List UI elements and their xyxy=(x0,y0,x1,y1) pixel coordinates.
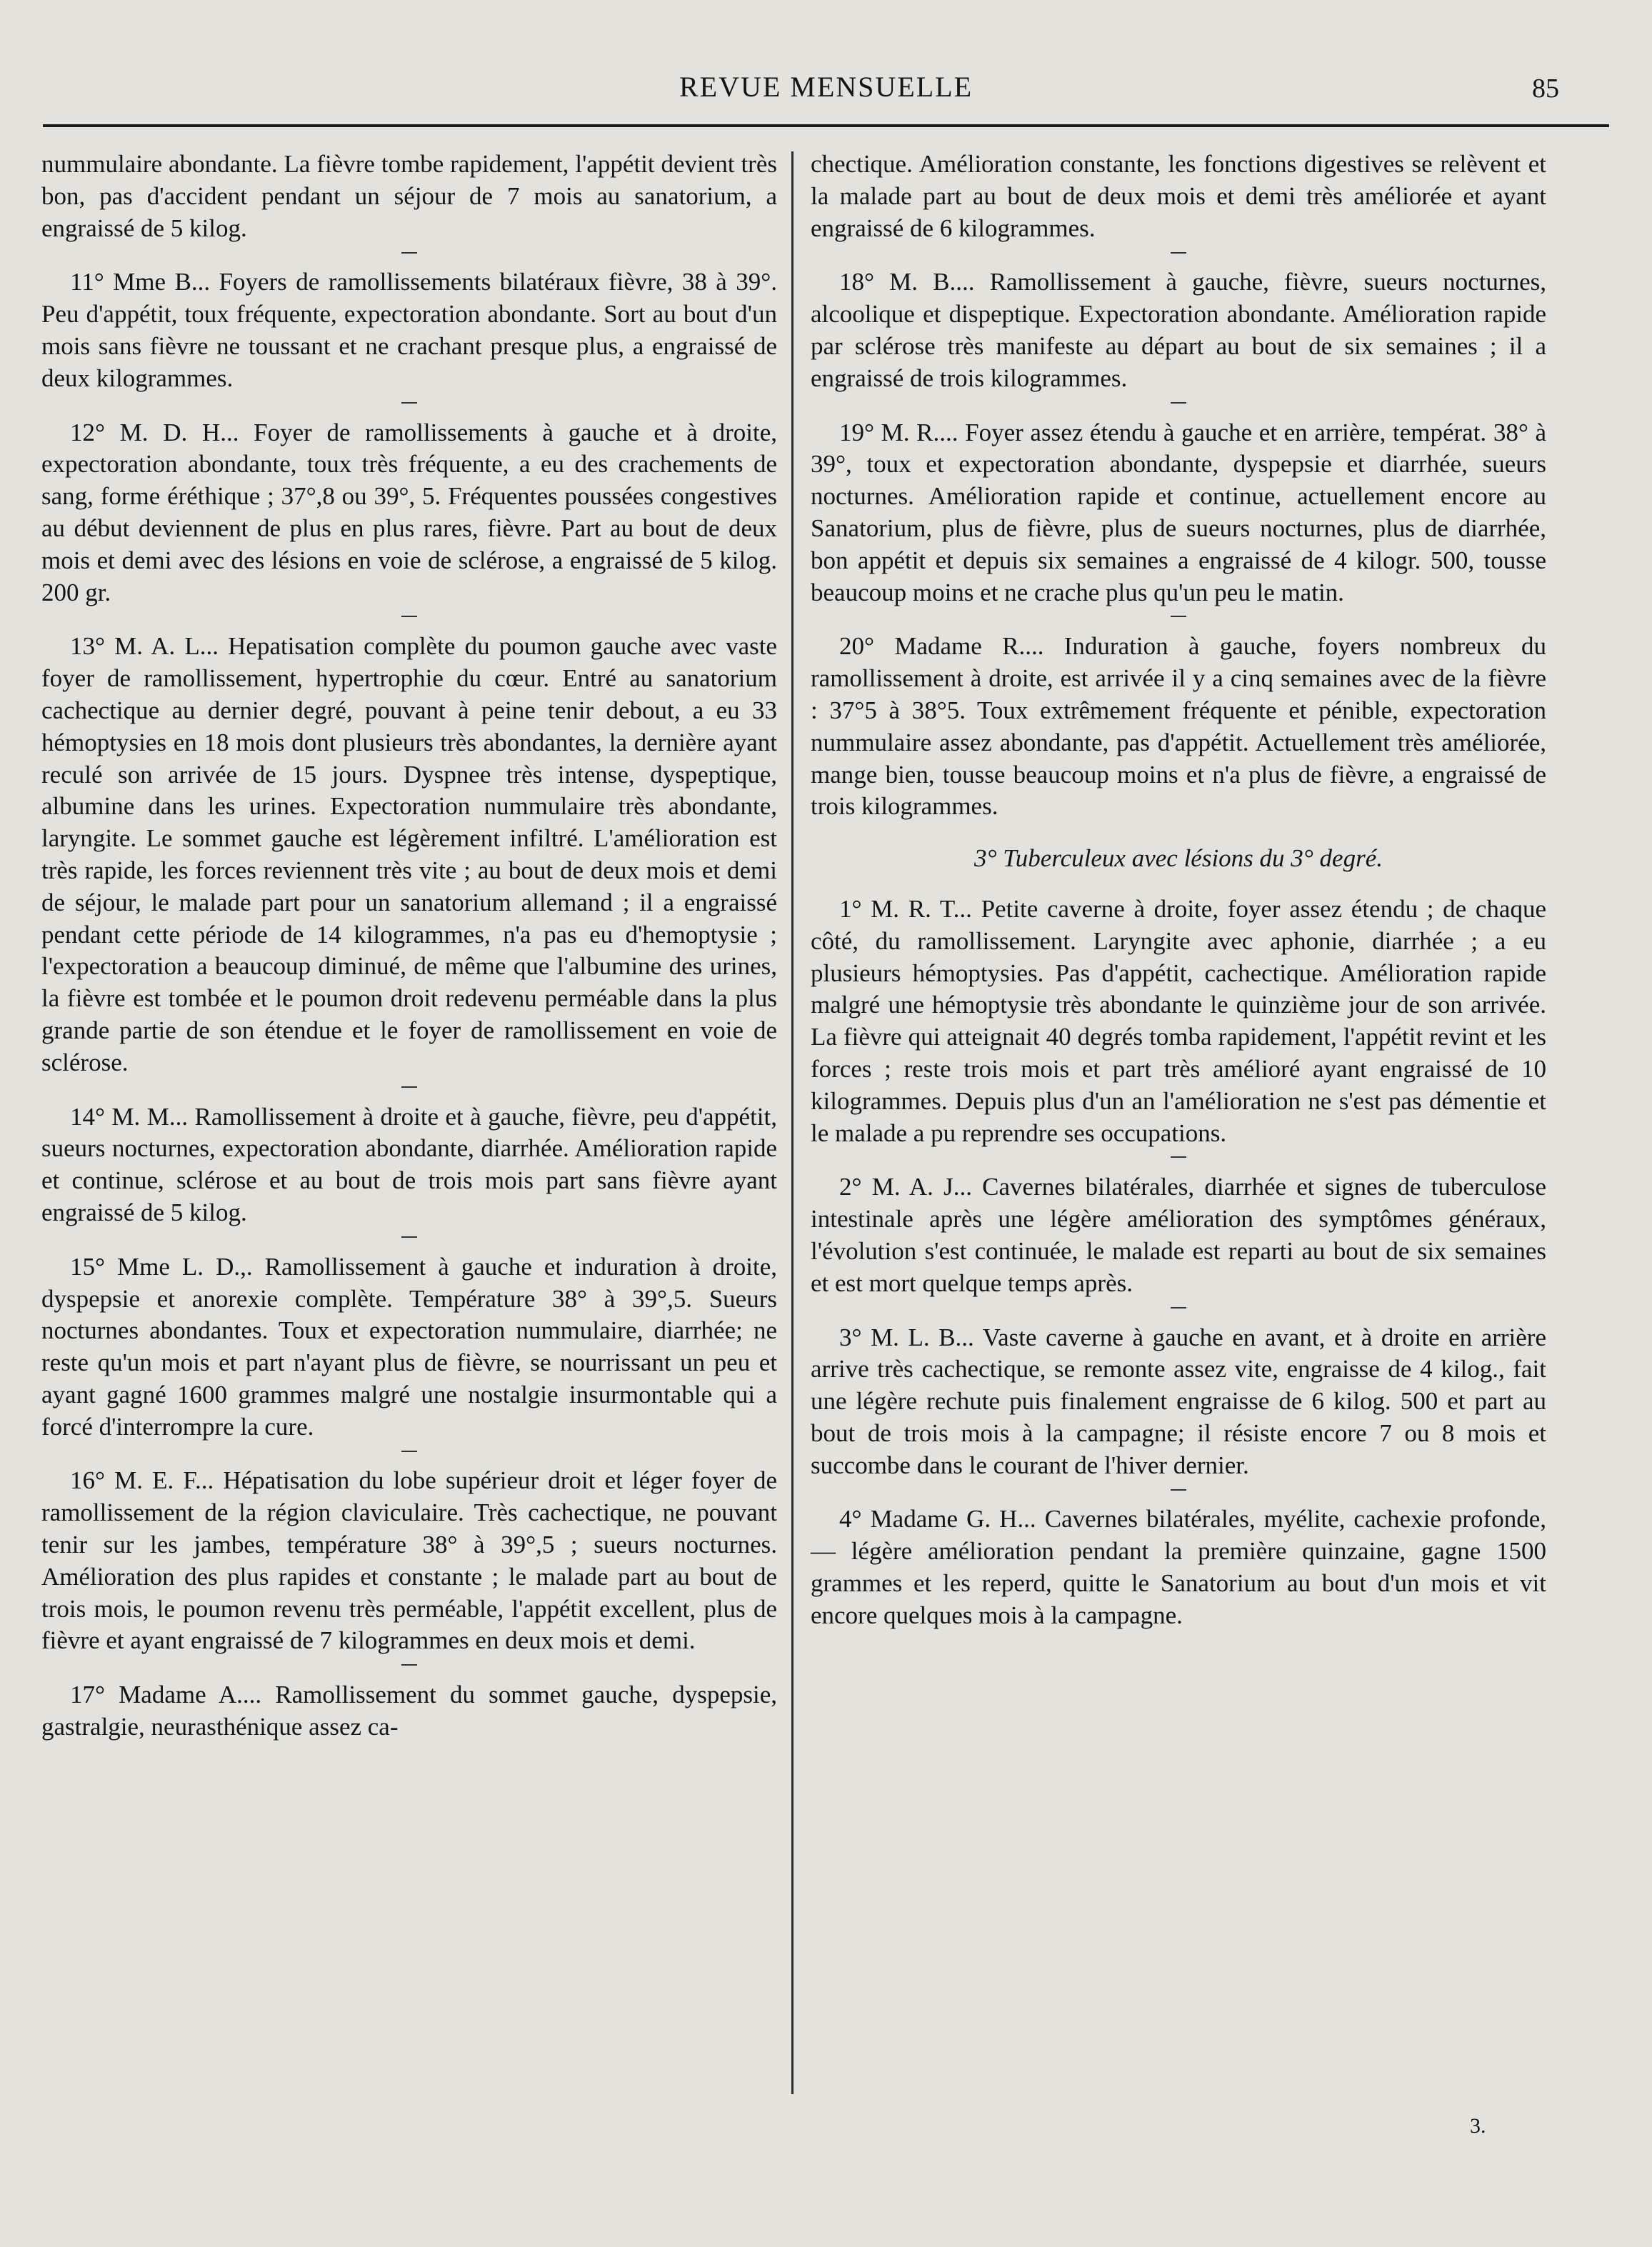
separator-dash xyxy=(811,395,1546,417)
left-column xyxy=(41,149,777,1743)
case-entry: nummulaire abondante. La fièvre tombe rapidement, l'appétit devient très bon, pas d'accident pendant un séjour de 7 mois au sanatorium, a engraissé de 5 kilog. xyxy=(41,150,777,242)
running-title: REVUE MENSUELLE xyxy=(679,71,973,103)
case-entry: 20° Madame R.... Induration à gauche, foyers nombreux du ramollissement à droite, est arrivée il y a cinq semaines avec de la fièvre : 37°5 à 38°5. Toux extrêmement fréquente et pénible, expectoration nummulaire assez abondante, pas d'appétit. Actuellement très améliorée, mange bien, tousse beaucoup moins et n'a plus de fièvre, a engraissé de trois kilogrammes. xyxy=(811,632,1546,821)
signature-mark: 3. xyxy=(1470,2114,1486,2138)
case-entry: 14° M. M... Ramollissement à droite et à gauche, fièvre, peu d'appétit, sueurs nocturnes, expectoration abondante, diarrhée. Amélioration rapide et continue, sclérose et au bout de trois mois part sans fièvre ayant engraissé de 5 kilog. xyxy=(41,1102,777,1226)
case-entry: 16° M. E. F... Hépatisation du lobe supérieur droit et léger foyer de ramollissement de la région claviculaire. Très cachectique, ne pouvant tenir sur les jambes, température 38° à 39°,5 ; sueurs nocturnes. Amélioration des plus rapides et constante ; le malade part au bout de trois mois, le poumon revenu très perméable, l'appétit excellent, plus de fièvre et ayant engraissé de 7 kilogrammes en deux mois et demi. xyxy=(41,1466,777,1655)
case-entry: 3° M. L. B... Vaste caverne à gauche en avant, et à droite en arrière arrive très cachectique, se remonte assez vite, engraisse de 4 kilog., fait une légère rechute puis finalement engraisse de 6 kilog. 500 et part au bout de trois mois à la campagne; il résiste encore 7 ou 8 mois et succombe dans le courant de l'hiver dernier. xyxy=(811,1323,1546,1479)
separator-dash xyxy=(41,1443,777,1465)
case-entry: 11° Mme B... Foyers de ramollissements bilatéraux fièvre, 38 à 39°. Peu d'appétit, toux fréquente, expectoration abondante. Sort au bout d'un mois sans fièvre ne toussant et ne crachant presque plus, a engraissé de deux kilogrammes. xyxy=(41,268,777,392)
case-entry: chectique. Amélioration constante, les fonctions digestives se relèvent et la malade part au bout de deux mois et demi très améliorée et ayant engraissé de 6 kilogrammes. xyxy=(811,150,1546,242)
case-entry: 17° Madame A.... Ramollissement du sommet gauche, dyspepsie, gastralgie, neurasthénique assez ca- xyxy=(41,1681,777,1741)
separator-dash xyxy=(811,244,1546,266)
case-entry: 15° Mme L. D.,. Ramollissement à gauche et induration à droite, dyspepsie et anorexie complète. Température 38° à 39°,5. Sueurs nocturnes abondantes. Toux et expectoration nummulaire, diarrhée; ne reste qu'un mois et part n'ayant plus de fièvre, se nourrissant un peu et ayant gagné 1600 grammes malgré une nostalgie insurmontable qui a forcé d'interrompre la cure. xyxy=(41,1252,777,1441)
separator-dash xyxy=(41,1229,777,1251)
separator-dash xyxy=(41,395,777,417)
separator-dash xyxy=(811,1481,1546,1503)
separator-dash xyxy=(811,609,1546,631)
case-entry: 13° M. A. L... Hepatisation complète du poumon gauche avec vaste foyer de ramollissement, hypertrophie du cœur. Entré au sanatorium cachectique au dernier degré, pouvant à peine tenir debout, a eu 33 hémoptysies en 18 mois dont plusieurs très abondantes, la dernière ayant reculé son arrivée de 15 jours. Dyspnee très intense, dyspeptique, albumine dans les urines. Expectoration nummulaire très abondante, laryngite. Le sommet gauche est légèrement infiltré. L'amélioration est très rapide, les forces reviennent très vite ; au bout de deux mois et demi de séjour, le malade part pour un sanatorium allemand ; il a engraissé pendant cette période de 14 kilogrammes, n'a pas eu d'hemoptysie ; l'expectoration a beaucoup diminué, de même que l'albumine des urines, la fièvre est tombée et le poumon droit redevenu perméable dans la plus grande partie de son étendue et le foyer de ramollissement en voie de sclérose. xyxy=(41,632,777,1076)
header-rule xyxy=(43,124,1609,127)
case-entry: 1° M. R. T... Petite caverne à droite, foyer assez étendu ; de chaque côté, du ramollissement. Laryngite avec aphonie, diarrhée ; a eu plusieurs hémoptysies. Pas d'appétit, cachectique. Amélioration rapide malgré une hémoptysie très abondante le quinzième jour de son arrivée. La fièvre qui atteignait 40 degrés tomba rapidement, l'appétit revint et les forces ; reste trois mois et part très amélioré ayant engraissé de 10 kilogrammes. Depuis plus d'un an l'amélioration ne s'est pas démentie et le malade a pu reprendre ses occupations. xyxy=(811,894,1546,1147)
case-entry: 4° Madame G. H... Cavernes bilatérales, myélite, cachexie profonde, — légère amélioration pendant la première quinzaine, gagne 1500 grammes et les reperd, quitte le Sanatorium au bout d'un mois et vit encore quelques mois à la campagne. xyxy=(811,1505,1546,1629)
case-entry: 19° M. R.... Foyer assez étendu à gauche et en arrière, températ. 38° à 39°, toux et expectoration abondante, dyspepsie et diarrhée, sueurs nocturnes. Amélioration rapide et continue, actuellement encore au Sanatorium, plus de fièvre, plus de sueurs nocturnes, plus de diarrhée, bon appétit et depuis six semaines a engraissé de 4 kilogr. 500, tousse beaucoup moins et ne crache plus qu'un peu le matin. xyxy=(811,418,1546,606)
separator-dash xyxy=(41,1657,777,1679)
page-number: 85 xyxy=(1532,74,1559,104)
case-entry: 12° M. D. H... Foyer de ramollissements à gauche et à droite, expectoration abondante, toux très fréquente, a eu des crachements de sang, forme éréthique ; 37°,8 ou 39°, 5. Fréquentes poussées congestives au début deviennent de plus en plus rares, fièvre. Part au bout de deux mois et demi avec des lésions en voie de sclérose, a engraissé de 5 kilog. 200 gr. xyxy=(41,418,777,606)
case-entry: 2° M. A. J... Cavernes bilatérales, diarrhée et signes de tuberculose intestinale après une légère amélioration des symptômes généraux, l'évolution s'est continuée, le malade est reparti au bout de six semaines et est mort quelque temps après. xyxy=(811,1173,1546,1297)
column-divider xyxy=(791,151,794,2094)
separator-dash xyxy=(811,1300,1546,1322)
separator-dash xyxy=(41,609,777,631)
running-head xyxy=(43,70,1609,107)
separator-dash xyxy=(41,1079,777,1101)
section-heading: 3° Tuberculeux avec lésions du 3° degré. xyxy=(974,844,1383,873)
case-entry: 18° M. B.... Ramollissement à gauche, fièvre, sueurs nocturnes, alcoolique et dispeptique. Expectoration abondante. Amélioration rapide par sclérose très manifeste au départ au bout de six semaines ; il a engraissé de trois kilogrammes. xyxy=(811,268,1546,392)
separator-dash xyxy=(811,1149,1546,1171)
right-column xyxy=(811,149,1546,1632)
separator-dash xyxy=(41,244,777,266)
